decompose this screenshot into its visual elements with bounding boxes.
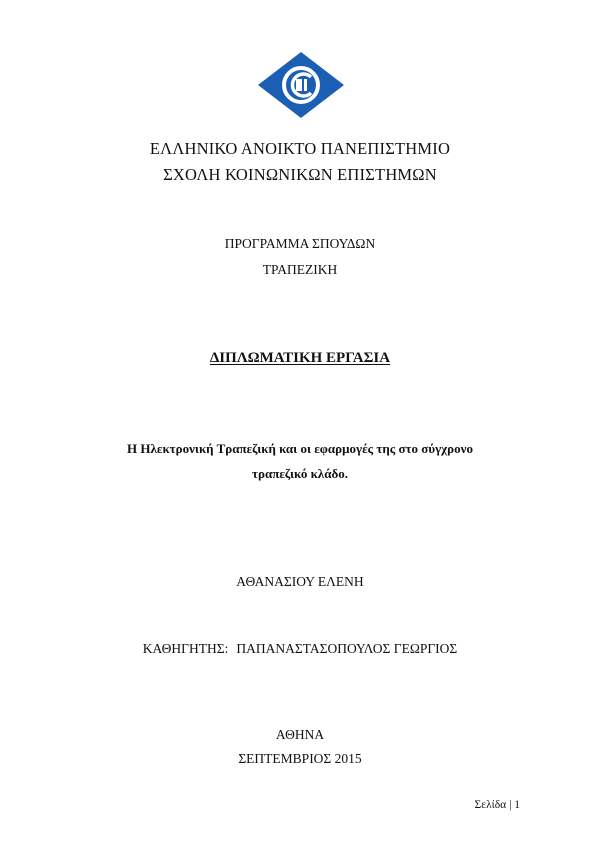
thesis-title-line-1: Η Ηλεκτρονική Τραπεζική και οι εφαρμογές της στο σύγχρονο (127, 441, 473, 456)
page-number: 1 (514, 799, 520, 811)
thesis-title-line-2: τραπεζικό κλάδο. (252, 466, 348, 481)
logo-center-bar (304, 79, 307, 91)
supervisor-line (0, 641, 600, 657)
school-name: ΣΧΟΛΗ ΚΟΙΝΩΝΙΚΩΝ ΕΠΙΣΤΗΜΩΝ (163, 165, 437, 184)
logo-center-block (296, 79, 302, 91)
program-label: ΠΡΟΓΡΑΜΜΑ ΣΠΟΥΔΩΝ (224, 236, 376, 251)
supervisor-name: ΠΑΠΑΝΑΣΤΑΣΟΠΟΥΛΟΣ ΓΕΩΡΓΙΟΣ (236, 641, 458, 656)
submission-date: ΣΕΠΤΕΜΒΡΙΟΣ 2015 (238, 751, 362, 766)
thesis-type-heading: ΔΙΠΛΩΜΑΤΙΚΗ ΕΡΓΑΣΙΑ (209, 350, 391, 366)
page-footer (475, 799, 520, 811)
program-name: ΤΡΑΠΕΖΙΚΗ (262, 262, 338, 277)
university-name: ΕΛΛΗΝΙΚΟ ΑΝΟΙΚΤΟ ΠΑΝΕΠΙΣΤΗΜΙΟ (149, 139, 451, 158)
supervisor-label: ΚΑΘΗΓΗΤΗΣ: (142, 641, 229, 656)
place: ΑΘΗΝΑ (275, 727, 325, 742)
logo-graphic (256, 50, 346, 120)
page-label: Σελίδα (474, 799, 507, 811)
university-logo-icon (256, 50, 346, 120)
page-separator: | (509, 799, 512, 811)
author-name: ΑΘΑΝΑΣΙΟΥ ΕΛΕΝΗ (236, 574, 364, 589)
